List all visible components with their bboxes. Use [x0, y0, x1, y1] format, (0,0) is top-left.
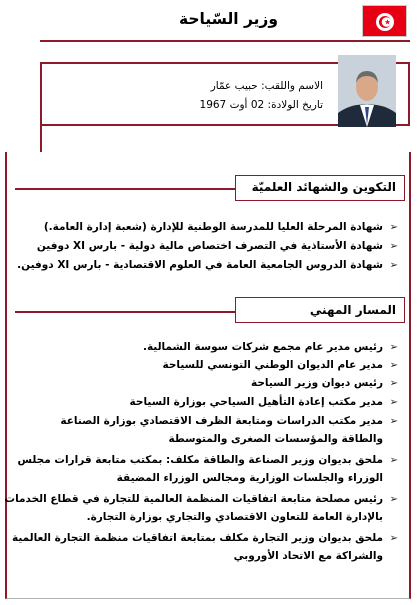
- career-header-bar: [15, 311, 245, 313]
- arrow-bullet-icon: ➢: [389, 533, 398, 544]
- career-item: مدير مكتب الدراسات ومتابعة الظرف الاقتصادي بوزارة الصناعة: [60, 415, 383, 427]
- arrow-bullet-icon: ➢: [389, 260, 398, 271]
- arrow-bullet-icon: ➢: [389, 397, 398, 408]
- career-item: ملحق بديوان وزير التجارة مكلف بمتابعة اتفاقيات منظمة التجارة العالمية: [11, 532, 383, 544]
- education-item: شهادة الأستاذية في التصرف اختصاص مالية دولية - بارس XI دوفين: [36, 240, 383, 252]
- arrow-bullet-icon: ➢: [389, 494, 398, 505]
- education-header-bar: [15, 188, 245, 190]
- career-item-continuation: والطاقة والمؤسسات الصغرى والمتوسطة: [168, 433, 383, 445]
- page-title: وزير السّياحة: [178, 10, 278, 28]
- career-heading: المسار المهني: [309, 303, 396, 317]
- career-item: رئيس مصلحة متابعة اتفاقيات المنظمة العالمية للتجارة في قطاع الخدمات: [4, 493, 383, 505]
- education-item: شهادة الدروس الجامعية العامة في العلوم الاقتصادية - بارس XI دوفين.: [17, 259, 383, 271]
- birthdate-field: تاريخ الولادة: 02 أوت 1967: [199, 99, 323, 111]
- career-item: مدير عام الديوان الوطني التونسي للسياحة: [162, 359, 383, 371]
- crescent-star-icon: [376, 13, 394, 31]
- career-item-continuation: والشراكة مع الاتحاد الأوروبي: [233, 550, 383, 562]
- career-header: [235, 297, 405, 323]
- portrait-photo: [338, 55, 396, 127]
- arrow-bullet-icon: ➢: [389, 360, 398, 371]
- career-item: رئيس مدير عام مجمع شركات سوسة الشمالية.: [142, 341, 383, 353]
- arrow-bullet-icon: ➢: [389, 241, 398, 252]
- tunisia-flag-icon: [362, 5, 407, 37]
- arrow-bullet-icon: ➢: [389, 455, 398, 466]
- career-item-continuation: بالإدارة العامة للتعاون الاقتصادي والتجاري بوزارة التجارة.: [86, 511, 383, 523]
- name-field: الاسم واللقب: حبيب عمّار: [210, 80, 323, 92]
- arrow-bullet-icon: ➢: [389, 342, 398, 353]
- education-heading: التكوين والشهائد العلميّة: [251, 180, 396, 194]
- arrow-bullet-icon: ➢: [389, 378, 398, 389]
- title-underline: [40, 40, 410, 42]
- card-border-right: [408, 62, 410, 126]
- card-border-left: [40, 62, 42, 152]
- career-item: ملحق بديوان وزير الصناعة والطاقة مكلف: بمكتب متابعة قرارات مجلس: [17, 454, 383, 466]
- arrow-bullet-icon: ➢: [389, 222, 398, 233]
- education-header: [235, 175, 405, 201]
- career-item: رئيس ديوان وزير السياحة: [251, 377, 383, 389]
- education-item: شهادة المرحلة العليا للمدرسة الوطنية للإدارة (شعبة إدارة العامة.): [43, 221, 383, 233]
- career-item: مدير مكتب إعادة التأهيل السياحي بوزارة السياحة: [129, 396, 383, 408]
- career-item-continuation: الوزراء والجلسات الوزارية ومجالس الوزراء المضيقة: [116, 472, 383, 484]
- arrow-bullet-icon: ➢: [389, 416, 398, 427]
